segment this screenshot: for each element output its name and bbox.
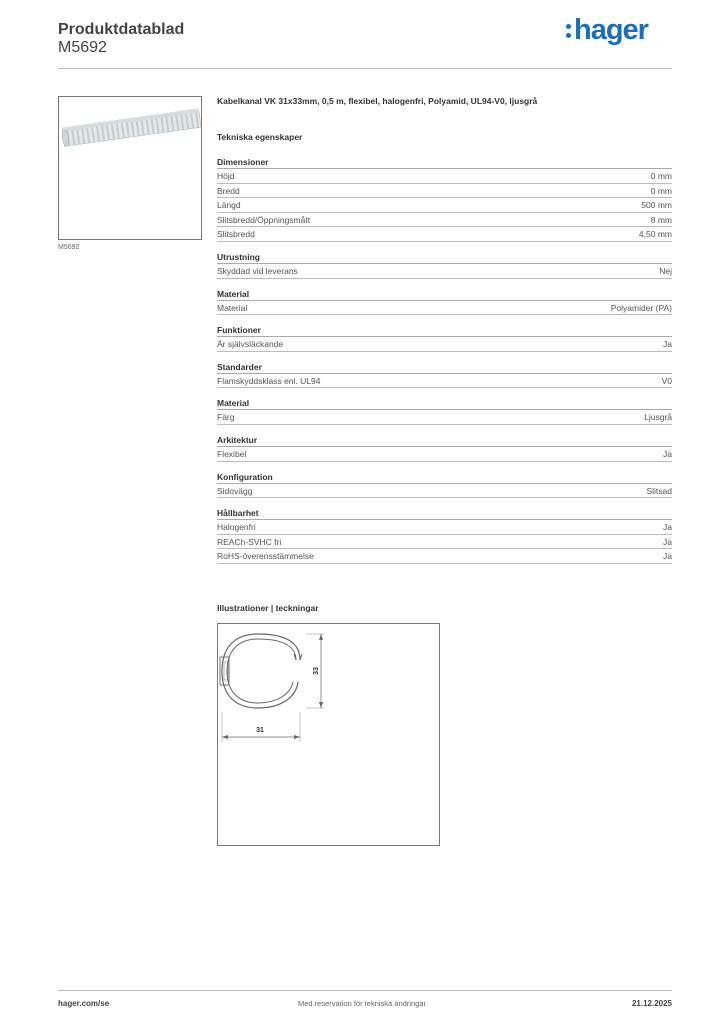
- spec-section: [217, 156, 672, 242]
- spec-row: [217, 535, 672, 550]
- cable-duct-photo-icon: [59, 97, 203, 241]
- spec-value: Nej: [659, 265, 672, 276]
- product-photo: [58, 96, 202, 240]
- spec-row: [217, 337, 672, 352]
- spec-section: [217, 361, 672, 389]
- spec-row: [217, 227, 672, 242]
- spec-row: [217, 198, 672, 213]
- tech-specs-heading: Tekniska egenskaper: [217, 132, 303, 142]
- spec-label: Färg: [217, 412, 235, 423]
- section-title: Arkitektur: [217, 434, 672, 447]
- dim-height-label: 33: [313, 667, 320, 675]
- spec-label: Slitsbredd/Öppningsmått: [217, 214, 311, 225]
- illustration-box: [217, 623, 440, 846]
- page-title: Produktdatablad: [58, 21, 185, 38]
- spec-value: Polyamider (PA): [610, 302, 672, 313]
- spec-value: 0 mm: [650, 185, 672, 196]
- spec-value: 4,50 mm: [638, 229, 672, 240]
- hager-logo: [566, 14, 648, 47]
- spec-value: 500 mm: [641, 200, 672, 211]
- spec-row: [217, 301, 672, 316]
- spec-row: [217, 447, 672, 462]
- product-description: Kabelkanal VK 31x33mm, 0,5 m, flexibel, halogenfri, Polyamid, UL94-V0, ljusgrå: [217, 96, 538, 106]
- spec-label: Flamskyddsklass enl. UL94: [217, 375, 321, 386]
- footer-divider: [58, 990, 672, 991]
- spec-label: Material: [217, 302, 248, 313]
- spec-value: Slitsad: [646, 485, 672, 496]
- section-title: Material: [217, 288, 672, 301]
- photo-caption: M5692: [58, 244, 80, 251]
- spec-label: Sidovägg: [217, 485, 253, 496]
- spec-label: Är självsläckande: [217, 339, 284, 350]
- spec-section: [217, 397, 672, 425]
- spec-row: [217, 169, 672, 184]
- spec-row: [217, 484, 672, 499]
- spec-label: REACh-SVHC fri: [217, 536, 282, 547]
- spec-section: [217, 507, 672, 564]
- spec-row: [217, 184, 672, 199]
- logo-dots-icon: [566, 21, 572, 41]
- spec-section: [217, 471, 672, 499]
- spec-row: [217, 374, 672, 389]
- spec-row: [217, 520, 672, 535]
- spec-label: Halogenfri: [217, 522, 256, 533]
- spec-label: Slitsbredd: [217, 229, 255, 240]
- spec-row: [217, 549, 672, 564]
- spec-row: [217, 410, 672, 425]
- spec-label: Bredd: [217, 185, 240, 196]
- spec-value: Ja: [663, 522, 672, 533]
- section-title: Hållbarhet: [217, 507, 672, 520]
- spec-section: [217, 434, 672, 462]
- spec-value: Ja: [663, 448, 672, 459]
- spec-value: Ljusgrå: [644, 412, 672, 423]
- spec-value: 0 mm: [650, 171, 672, 181]
- header-divider: [58, 68, 672, 69]
- section-title: Standarder: [217, 361, 672, 374]
- section-title: Utrustning: [217, 251, 672, 264]
- spec-value: Ja: [663, 339, 672, 350]
- spec-label: Skyddad vid leverans: [217, 265, 298, 276]
- spec-value: V0: [661, 375, 672, 386]
- spec-value: Ja: [663, 536, 672, 547]
- footer-disclaimer: Med reservation för tekniska ändringar: [298, 999, 426, 1008]
- footer-website-link[interactable]: hager.com/se: [58, 999, 110, 1008]
- spec-label: Flexibel: [217, 448, 247, 459]
- spec-row: [217, 213, 672, 228]
- spec-label: RoHS-överensstämmelse: [217, 551, 314, 562]
- section-title: Dimensioner: [217, 156, 672, 169]
- dim-width-label: 31: [256, 727, 264, 734]
- illustration-heading: Illustrationer | teckningar: [217, 603, 319, 613]
- spec-value: 8 mm: [650, 214, 672, 225]
- spec-section: [217, 324, 672, 352]
- duct-cross-section-drawing: [218, 624, 441, 847]
- section-title: Konfiguration: [217, 471, 672, 484]
- spec-content: [217, 96, 672, 573]
- spec-label: Höjd: [217, 171, 235, 181]
- spec-value: Ja: [663, 551, 672, 562]
- section-title: Funktioner: [217, 324, 672, 337]
- logo-text: hager: [574, 14, 648, 46]
- spec-sections: [217, 156, 672, 564]
- spec-section: [217, 288, 672, 316]
- product-code: M5692: [58, 39, 107, 56]
- footer-date: 21.12.2025: [631, 999, 672, 1008]
- spec-label: Längd: [217, 200, 241, 211]
- section-title: Material: [217, 397, 672, 410]
- spec-row: [217, 264, 672, 279]
- spec-section: [217, 251, 672, 279]
